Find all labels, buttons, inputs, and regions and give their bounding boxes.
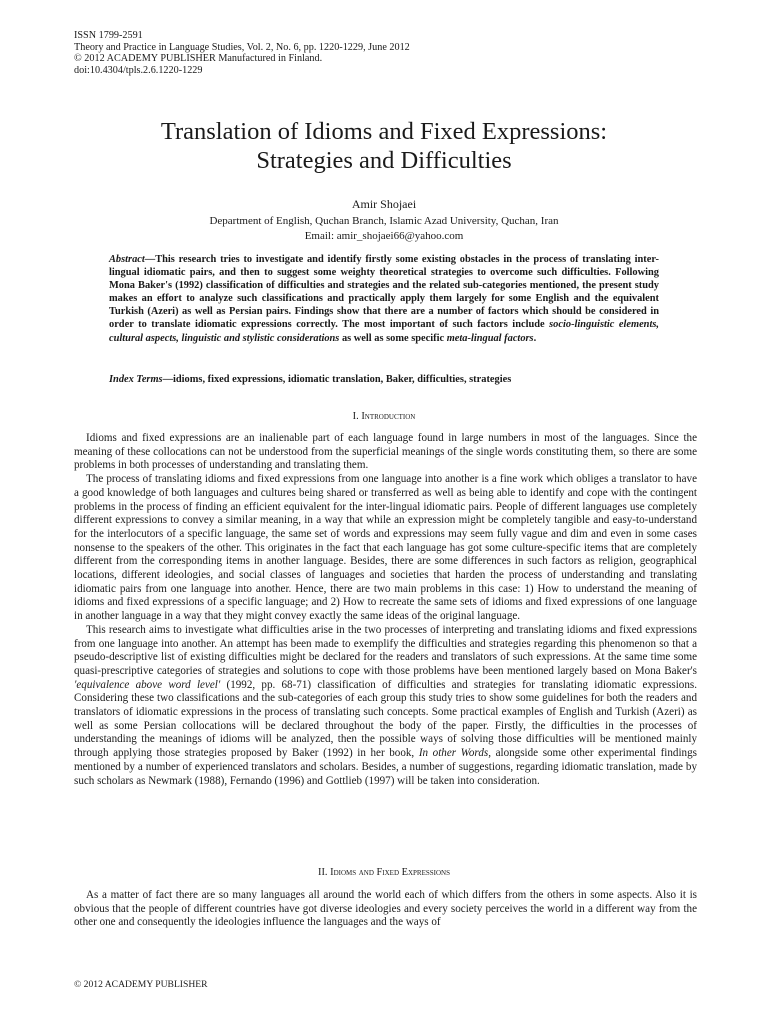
- abstract: [109, 253, 659, 345]
- section-2-paragraph-1: As a matter of fact there are so many languages all around the world each of which differs from the others in some aspects. Also it is obvious that the people of different countries have got diverse ideologies and every society perceives the world in a different way from the other one and consequently the ideologies influence the languages and the ways of: [74, 889, 697, 929]
- intro-p3-text-b: (1992, pp. 68-71) classification of difficulties and strategies for translating idiomatic expressions. Considering these two classifications and the sub-categories of each group this study tries to show some guidelines for both the readers and translators of idiomatic expressions in the process of translating such concepts. Some practical examples of English and Turkish (Azeri) as well as some Persian collocations will be declared throughout the body of the paper. Firstly, the difficulties in the processes of understanding the meanings of idioms will be analyzed, then the possible ways of solving those difficulties will be mentioned mainly through applying those strategies proposed by Baker (1992) in her book,: [74, 678, 697, 760]
- issn: ISSN 1799-2591: [74, 30, 143, 41]
- index-terms-label: Index Terms: [109, 374, 163, 385]
- abstract-dash: —: [144, 254, 156, 265]
- journal-citation: Theory and Practice in Language Studies, Vol. 2, No. 6, pp. 1220-1229, June 2012: [74, 41, 410, 53]
- intro-paragraph-1: Idioms and fixed expressions are an inalienable part of each language found in large numbers in most of the languages. Since the meaning of these collocations can not be understood from the superficial meanings of the single words constituting them, so there are some problems in both processes of understanding and translating them.: [74, 432, 697, 472]
- intro-paragraph-3: [74, 624, 697, 788]
- title-line-2: Strategies and Difficulties: [256, 147, 512, 174]
- journal-header: [74, 30, 410, 76]
- intro-p3-italic-a: 'equivalence above word level': [74, 678, 221, 691]
- intro-p3-text-a: This research aims to investigate what difficulties arise in the two processes of interpreting and translating idioms and fixed expressions from one language into another. An attempt has been made to exemplify the difficulties and strategies regarding this phenomenon so that a pseudo-descriptive list of existing difficulties might be declared for the readers and translators of such expressions. At the same time some quasi-prescriptive categories of strategies and solutions to cope with those problems have been mentioned largely based on Mona Baker's: [74, 623, 697, 677]
- author-affiliation: Department of English, Quchan Branch, Islamic Azad University, Quchan, Iran: [209, 215, 559, 227]
- section-2-number: II.: [318, 867, 331, 878]
- author-email: Email: amir_shojaei66@yahoo.com: [304, 230, 464, 242]
- section-heading-introduction: [60, 411, 708, 423]
- doi: doi:10.4304/tpls.2.6.1220-1229: [74, 64, 203, 76]
- section-1-title: Introduction: [361, 411, 416, 422]
- introduction-body: [74, 432, 697, 788]
- abstract-text-a: This research tries to investigate and identify firstly some existing obstacles in the process of translating inter-lingual idiomatic pairs, and then to suggest some weighty theoretical strategies to overcome such difficulties. Following Mona Baker's (1992) classification of difficulties and strategies and the related sub-categories mentioned, the present study makes an effort to analyze such classifications and practically apply them largely for some English and the equivalent Turkish (Azeri) as well as Persian pairs. Findings show that there are a number of factors which should be considered in order to translate idiomatic expressions correctly. The most important of such factors include: [109, 254, 659, 331]
- index-terms-text: idioms, fixed expressions, idiomatic translation, Baker, difficulties, strategies: [173, 374, 512, 385]
- page-footer: © 2012 ACADEMY PUBLISHER: [74, 979, 208, 990]
- abstract-text-c: .: [533, 332, 537, 344]
- section-2-title: Idioms and Fixed Expressions: [330, 867, 450, 878]
- paper-title: [60, 117, 708, 175]
- intro-p3-text-c: alongside some other experimental findings mentioned by a number of experienced translators and scholars. Besides, a number of suggestions, regarding idiomatic translation, made by such scholars as Newmark (1988), Fernando (1996) and Gottlieb (1997) will be taken into consideration.: [74, 747, 697, 787]
- section-heading-idioms: [60, 867, 708, 879]
- index-terms-dash: —: [162, 374, 173, 385]
- title-line-1: Translation of Idioms and Fixed Expressions:: [160, 118, 608, 145]
- copyright-line: © 2012 ACADEMY PUBLISHER Manufactured in Finland.: [74, 53, 323, 65]
- section-1-number: I.: [352, 411, 362, 422]
- abstract-text-b: as well as some specific: [339, 332, 447, 344]
- index-terms: [109, 373, 659, 386]
- author-name: Amir Shojaei: [351, 197, 417, 211]
- intro-paragraph-2: The process of translating idioms and fixed expressions from one language into another is a fine work which obliges a translator to have a good knowledge of both languages and cultures being shared or transferred as well as being able to identify and cope with the contingent problems in the process of finding an efficient equivalent for the inter-lingual idiomatic pairs. People of different languages use completely different expressions to convey a similar meaning, in a way that while an expression might be completely tangible and easy-to-understand for the interlocutors of a specific language, the same set of words and expressions may seem fully vague and dim and even in some cases nonsense to the speakers of the other. This originates in the fact that each language has got some culture-specific items that are completely different from the corresponding items in another language. Besides, there are some differences in such factors as religion, geographical locations, different ideologies, and social classes of languages and societies that harden the process of understanding and translating idiomatic pairs from one language into another. Hence, there are two main problems in this case: 1) How to understand the meaning of idioms and fixed expressions of a specific language; and 2) How to recreate the same sets of idioms and fixed expressions of one language in another language in a way that they might convey exactly the same ideas of the original language.: [74, 473, 697, 623]
- section-2-body: [74, 889, 697, 930]
- abstract-italic-b: meta-lingual factors: [446, 332, 534, 344]
- abstract-italic-a: socio-linguistic elements, cultural aspects, linguistic and stylistic considerations: [109, 319, 659, 344]
- intro-p3-italic-b: In other Words,: [418, 747, 491, 760]
- abstract-label: Abstract: [109, 254, 145, 265]
